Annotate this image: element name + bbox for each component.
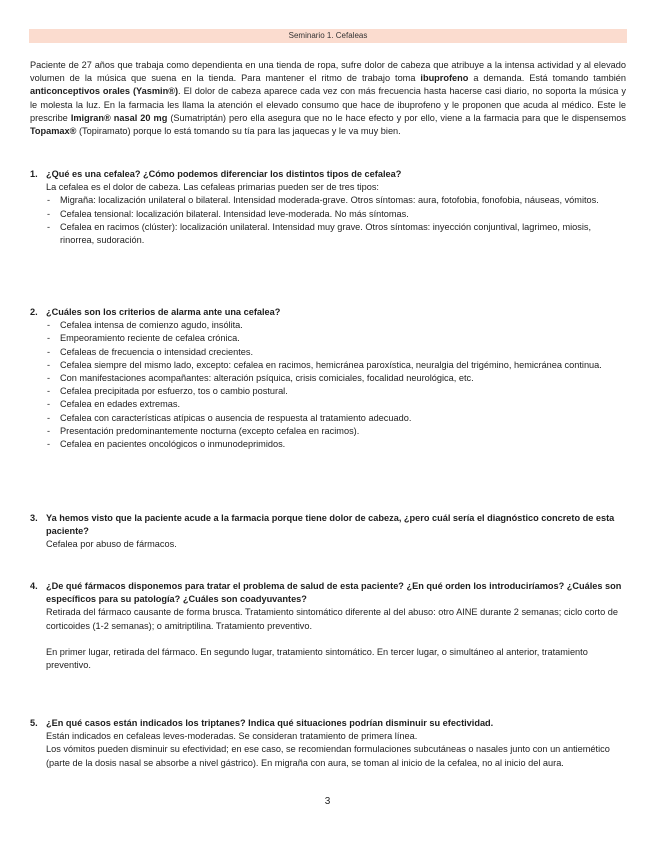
page-number: 3 — [324, 796, 331, 807]
list-item: - Cefalea en racimos (clúster): localización unilateral. Intensidad muy grave. Otros síntomas: inyección conjuntival, lagrimeo, miosis, rinorrea, sudoración. — [46, 221, 626, 247]
question-4-title: 4. ¿De qué fármacos disponemos para tratar el problema de salud de esta paciente? ¿En qué orden los introduciríamos? ¿Cuáles son específicos para su patología? ¿Cuáles son coadyuvantes? — [30, 581, 622, 605]
question-5 — [30, 717, 626, 770]
question-2-list — [46, 319, 626, 451]
list-item: - Presentación predominantemente nocturna (excepto cefalea en racimos). — [46, 425, 626, 438]
question-3-title: 3. Ya hemos visto que la paciente acude a la farmacia porque tiene dolor de cabeza, ¿pero cuál sería el diagnóstico concreto de esta paciente? — [30, 513, 615, 537]
question-1-list — [46, 194, 626, 247]
list-item: - Migraña: localización unilateral o bilateral. Intensidad moderada-grave. Otros síntomas: aura, fotofobia, fonofobia, náuseas, vómitos. — [46, 194, 626, 207]
question-1-title: 1. ¿Qué es una cefalea? ¿Cómo podemos diferenciar los distintos tipos de cefalea? — [30, 169, 402, 179]
list-item: - Cefalea intensa de comienzo agudo, insólita. — [46, 319, 626, 332]
question-5-title: 5. ¿En qué casos están indicados los triptanes? Indica qué situaciones podrían disminuir su efectividad. — [30, 718, 494, 728]
case-description: Paciente de 27 años que trabaja como dependienta en una tienda de ropa, sufre dolor de cabeza que atribuye a la intensa actividad y al elevado volumen de la música que suena en la tienda. Para mantener el ritmo de trabajo toma ibuprofeno a demanda. Está tomando también anticonceptivos orales (Yasmin®). El dolor de cabeza aparece cada vez con más frecuencia hasta hacerse casi diario, no soporta la música y le molesta la luz. En la farmacia les llama la atención el elevado consumo que hace de ibuprofeno y le proponen que acuda al médico. Este le prescribe Imigran® nasal 20 mg (Sumatriptán) pero ella asegura que no le hace efecto y por ello, viene a la farmacia para que le dispensemos Topamax® (Topiramato) porque lo está tomando su tía para las jaquecas y le va muy bien. — [30, 60, 626, 137]
list-item: - Cefalea en edades extremas. — [46, 398, 626, 411]
question-4-answer-1: Retirada del fármaco causante de forma brusca. Tratamiento sintomático diferente al del abuso: otro AINE durante 2 semanas; ciclo corto de corticoides (1-2 semanas); o amitriptilina. Tratamiento preventivo. — [46, 607, 618, 631]
question-5-answer-2: Los vómitos pueden disminuir su efectividad; en ese caso, se recomiendan formulaciones subcutáneas o nasales junto con un antiemético (parte de la dosis nasal se absorbe a nivel gástrico). En migraña con aura, se toman al inicio de la cefalea, no al inicio del aura. — [46, 744, 610, 768]
question-1 — [30, 168, 626, 247]
list-item: - Cefalea siempre del mismo lado, excepto: cefalea en racimos, hemicránea paroxística, neuralgia del trigémino, hemicránea continua. — [46, 359, 626, 372]
list-item: - Con manifestaciones acompañantes: alteración psíquica, crisis comiciales, focalidad neurológica, etc. — [46, 372, 626, 385]
question-2 — [30, 306, 626, 451]
question-5-answer-1: Están indicados en cefaleas leves-moderadas. Se consideran tratamiento de primera línea. — [46, 731, 418, 742]
document-header-banner: Seminario 1. Cefaleas — [29, 29, 627, 43]
question-4-answer-2: En primer lugar, retirada del fármaco. En segundo lugar, tratamiento sintomático. En tercer lugar, o simultáneo al anterior, tratamiento preventivo. — [46, 646, 588, 671]
list-item: - Cefalea tensional: localización bilateral. Intensidad leve-moderada. No más síntomas. — [46, 208, 626, 221]
question-3 — [30, 512, 626, 552]
question-3-answer: Cefalea por abuso de fármacos. — [46, 539, 177, 550]
question-4 — [30, 580, 626, 672]
question-2-title: 2. ¿Cuáles son los criterios de alarma ante una cefalea? — [30, 307, 281, 317]
list-item: - Cefalea con características atípicas o ausencia de respuesta al tratamiento adecuado. — [46, 412, 626, 425]
question-1-intro: La cefalea es el dolor de cabeza. Las cefaleas primarias pueden ser de tres tipos: — [46, 182, 379, 193]
list-item: - Empeoramiento reciente de cefalea crónica. — [46, 332, 626, 345]
list-item: - Cefaleas de frecuencia o intensidad crecientes. — [46, 346, 626, 359]
list-item: - Cefalea en pacientes oncológicos o inmunodeprimidos. — [46, 438, 626, 451]
list-item: - Cefalea precipitada por esfuerzo, tos o cambio postural. — [46, 385, 626, 398]
